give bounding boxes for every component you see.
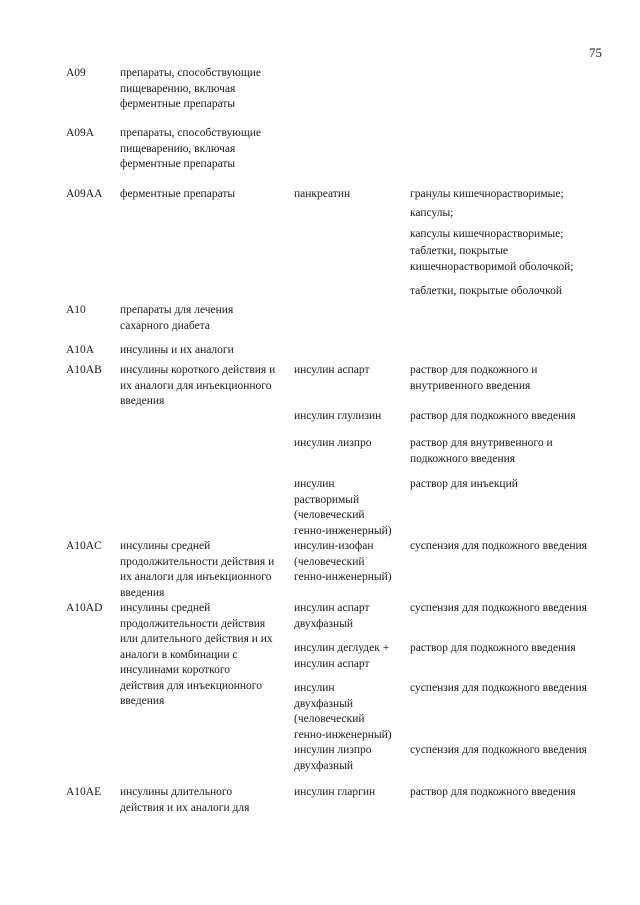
dosage-form: капсулы; bbox=[410, 207, 454, 219]
dosage-form: капсулы кишечнорастворимые; bbox=[410, 228, 564, 240]
drug-name: инсулин двухфазный (человеческий генно-инженерный) bbox=[294, 682, 392, 741]
atc-group-name: препараты, способствующие пищеварению, включая ферментные препараты bbox=[120, 127, 261, 170]
drug-name: инсулин глулизин bbox=[294, 410, 382, 422]
atc-code: A10A bbox=[66, 344, 95, 356]
atc-code: A10 bbox=[66, 304, 86, 316]
atc-group-name: инсулины короткого действия и их аналоги для инъекционного введения bbox=[120, 364, 276, 407]
dosage-form: таблетки, покрытые оболочкой bbox=[410, 285, 562, 297]
atc-group-name: инсулины длительного действия и их аналоги для bbox=[120, 786, 250, 814]
atc-group-name: инсулины и их аналоги bbox=[120, 344, 234, 356]
drug-name: панкреатин bbox=[294, 188, 351, 200]
dosage-form: таблетки, покрытые кишечнорастворимой оболочкой; bbox=[410, 245, 574, 273]
drug-name: инсулин аспарт двухфазный bbox=[294, 602, 370, 630]
drug-name: инсулин лизпро bbox=[294, 437, 372, 449]
atc-code: A10AD bbox=[66, 602, 103, 614]
drug-name: инсулин аспарт bbox=[294, 364, 370, 376]
atc-code: A09A bbox=[66, 127, 95, 139]
dosage-form: суспензия для подкожного введения bbox=[410, 744, 587, 756]
page-number: 75 bbox=[589, 45, 602, 60]
dosage-form: раствор для подкожного введения bbox=[410, 410, 576, 422]
atc-code: A09AA bbox=[66, 188, 103, 200]
atc-group-name: препараты, способствующие пищеварению, включая ферментные препараты bbox=[120, 67, 261, 110]
atc-group-name: ферментные препараты bbox=[120, 188, 236, 200]
dosage-form: раствор для инъекций bbox=[410, 478, 518, 490]
atc-code: A10AE bbox=[66, 786, 102, 798]
dosage-form: раствор для внутривенного и подкожного введения bbox=[410, 437, 553, 465]
atc-group-name: инсулины средней продолжительности действия и их аналоги для инъекционного введения bbox=[120, 540, 275, 599]
drug-name: инсулин гларгин bbox=[294, 786, 376, 798]
atc-code: A09 bbox=[66, 67, 86, 79]
drug-name: инсулин-изофан (человеческий генно-инженерный) bbox=[294, 540, 392, 583]
atc-code: A10AC bbox=[66, 540, 102, 552]
dosage-form: раствор для подкожного и внутривенного введения bbox=[410, 364, 538, 392]
drug-name: инсулин деглудек + инсулин аспарт bbox=[294, 642, 390, 670]
atc-group-name: инсулины средней продолжительности действия или длительного действия и их аналоги в комбинации с инсулинами короткого действия для инъекционного введения bbox=[120, 602, 273, 707]
drug-name: инсулин растворимый (человеческий генно-инженерный) bbox=[294, 478, 392, 537]
dosage-form: гранулы кишечнорастворимые; bbox=[410, 188, 564, 200]
dosage-form: раствор для подкожного введения bbox=[410, 786, 576, 798]
drug-name: инсулин лизпро двухфазный bbox=[294, 744, 372, 772]
atc-group-name: препараты для лечения сахарного диабета bbox=[120, 304, 234, 332]
atc-code: A10AB bbox=[66, 364, 102, 376]
dosage-form: суспензия для подкожного введения bbox=[410, 540, 587, 552]
dosage-form: раствор для подкожного введения bbox=[410, 642, 576, 654]
dosage-form: суспензия для подкожного введения bbox=[410, 682, 587, 694]
dosage-form: суспензия для подкожного введения bbox=[410, 602, 587, 614]
